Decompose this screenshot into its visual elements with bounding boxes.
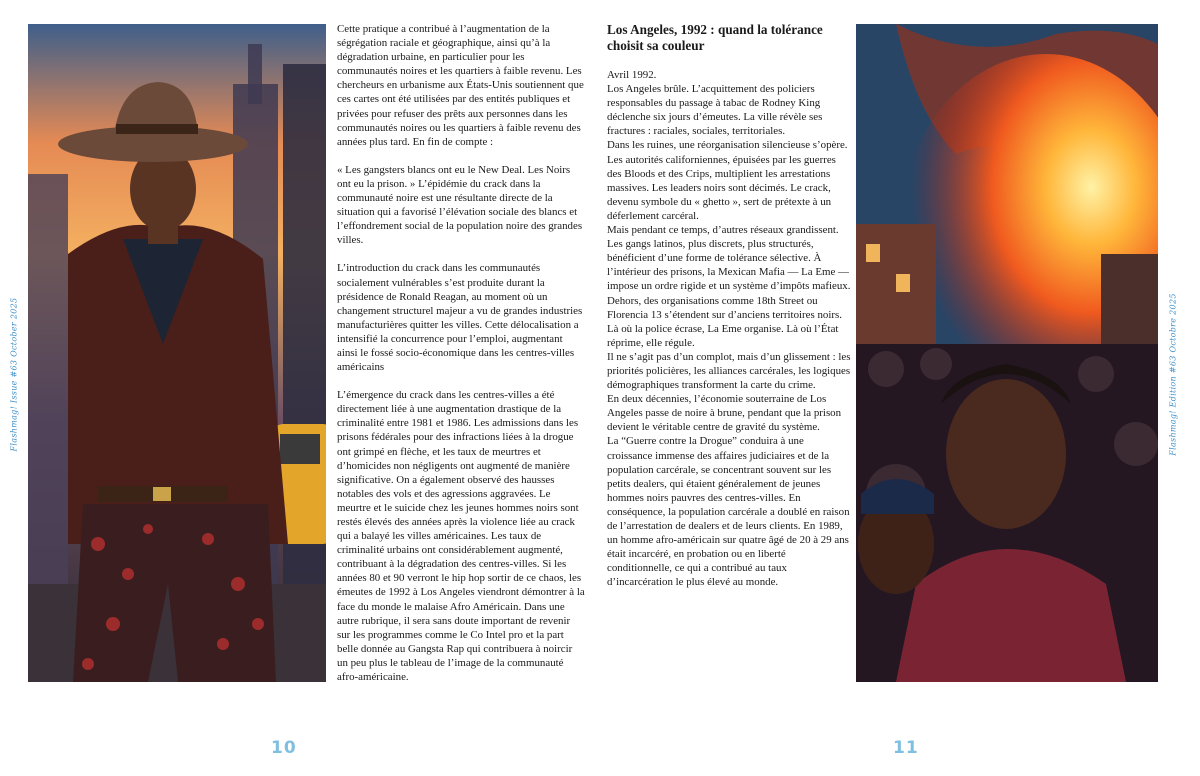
article-line-10: La “Guerre contre la Drogue” conduira à une croissance immense des affaires judiciaires et de la population carcérale, se concentrant souvent sur les petits dealers, qui étaient généralement de jeunes hommes noirs pauvres des centres-villes. En conséquence, la population carcérale a doublé en raison de l’arrestation de dealers et de leurs clients. En 1989, un homme afro-américain sur quatre âgé de 20 à 29 ans était incarcéré, en probation ou en liberté conditionnelle, ce qui a contribué au taux d’incarcération le plus élevé au monde. — [607, 435, 850, 589]
article-title: Los Angeles, 1992 : quand la tolérance choisit sa couleur — [607, 22, 823, 53]
article-line-3: Dans les ruines, une réorganisation silencieuse s’opère. — [607, 139, 848, 152]
article-body — [607, 68, 851, 589]
article-line-6: Les gangs latinos, plus discrets, plus structurés, bénéficient d’une forme de tolérance sélective. À l’intérieur des prisons, la Mexican Mafia — La Eme — impose un ordre rigide et un système d’impôts mafieux. Dehors, des organisations comme 18th Street ou Florencia 13 s’étendent sur d’anciens territoires noirs. — [607, 238, 851, 321]
side-caption-right: Flashmag! Edition #63 Octobre 2025 — [1168, 293, 1178, 456]
article-line-2: Los Angeles brûle. L’acquittement des policiers responsables du passage à tabac de Rodney King déclenche six jours d’émeutes. La ville révèle ses fractures : raciales, sociales, territoriales. — [607, 83, 823, 138]
column-a-paragraph-2: « Les gangsters blancs ont eu le New Deal. Les Noirs ont eu la prison. » L’épidémie du crack dans la communauté noire est une résultante directe de la situation qui a favorisé l’élévation sociale des blancs et l’effondrement social de la population noire des grandes villes. — [337, 163, 583, 247]
column-a-paragraph-1: Cette pratique a contribué à l’augmentation de la ségrégation raciale et géographique, ainsi qu’à la dégradation urbaine, en particulier pour les communautés noires et les quartiers à faible revenu. Les chercheurs en urbanisme aux États-Unis soutiennent que ces cartes ont été utilisées par des entités publiques et privées pour refuser des prêts aux personnes dans les communautés noires ou les quartiers à faible revenu des années plus tard. En fin de compte : — [337, 23, 584, 148]
page-number-right: 11 — [893, 738, 919, 758]
article-line-9: En deux décennies, l’économie souterraine de Los Angeles passe de noire à brune, pendant que la prison devient le véritable centre de gravité du système. — [607, 393, 842, 434]
article-line-4: Les autorités californiennes, épuisées par les guerres des Bloods et des Crips, multiplient les arrestations massives. Les leaders noirs sont décimés. Le crack, devenu symbole du « ghetto », sert de prétexte à un déferlement carcéral. — [607, 153, 836, 222]
photo-left-illustration — [28, 24, 326, 682]
column-a-paragraph-3: L’introduction du crack dans les communautés socialement vulnérables s’est produite durant la présidence de Ronald Reagan, au moment où un changement structurel majeur a vu de grandes industries manufacturières quitter les villes. Cette délocalisation a intensifié la concurrence pour l’emploi, augmentant ainsi le fossé socio-économique dans les centres-villes américains — [337, 262, 583, 374]
article-line-7: Là où la police écrase, La Eme organise. Là où l’État réprime, elle régule. — [607, 322, 839, 349]
article-line-8: Il ne s’agit pas d’un complot, mais d’un glissement : les priorités policières, les alliances carcérales, les logiques démographiques transforment la carte du crime. — [607, 350, 851, 392]
article-line-5: Mais pendant ce temps, d’autres réseaux grandissent. — [607, 224, 839, 237]
photo-man-in-fedora — [28, 24, 326, 682]
photo-crowd-and-fire — [856, 24, 1158, 682]
column-a-paragraph-4: L’émergence du crack dans les centres-villes a été directement liée à une augmentation drastique de la criminalité entre 1981 et 1986. Les admissions dans les prisons fédérales pour des infractions liées à la drogue ont grimpé en flèche, et les taux de meurtres et d’homicides non négligents ont augmenté de manière significative. On a également observé des hausses notables des vols et des agressions aggravées. Le meurtre et le suicide chez les jeunes hommes noirs sont restés élevés des années après la violence liée au crack qui a balayé les villes américaines. Les taux de criminalité urbains ont considérablement augmenté, contribuant à la dégradation des centres-villes. Si les années 80 et 90 verront le hip hop sortir de ce chaos, les émeutes de 1992 à Los Angeles viendront démontrer à la face du monde le malaise Afro Américain. Dans une autre rubrique, il sera sans doute important de revenir sur les programmes comme le Co Intel pro et la part belle donnée au Gangsta Rap qui contribuera à noircir un peu plus le tableau de l’image de la communauté afro-américaine. — [337, 389, 585, 684]
side-caption-left: Flashmag! Issue #63 October 2025 — [9, 297, 19, 452]
article-line-1: Avril 1992. — [607, 69, 657, 81]
photo-right-illustration — [856, 24, 1158, 682]
page-number-left: 10 — [271, 738, 297, 758]
column-a — [337, 22, 585, 684]
